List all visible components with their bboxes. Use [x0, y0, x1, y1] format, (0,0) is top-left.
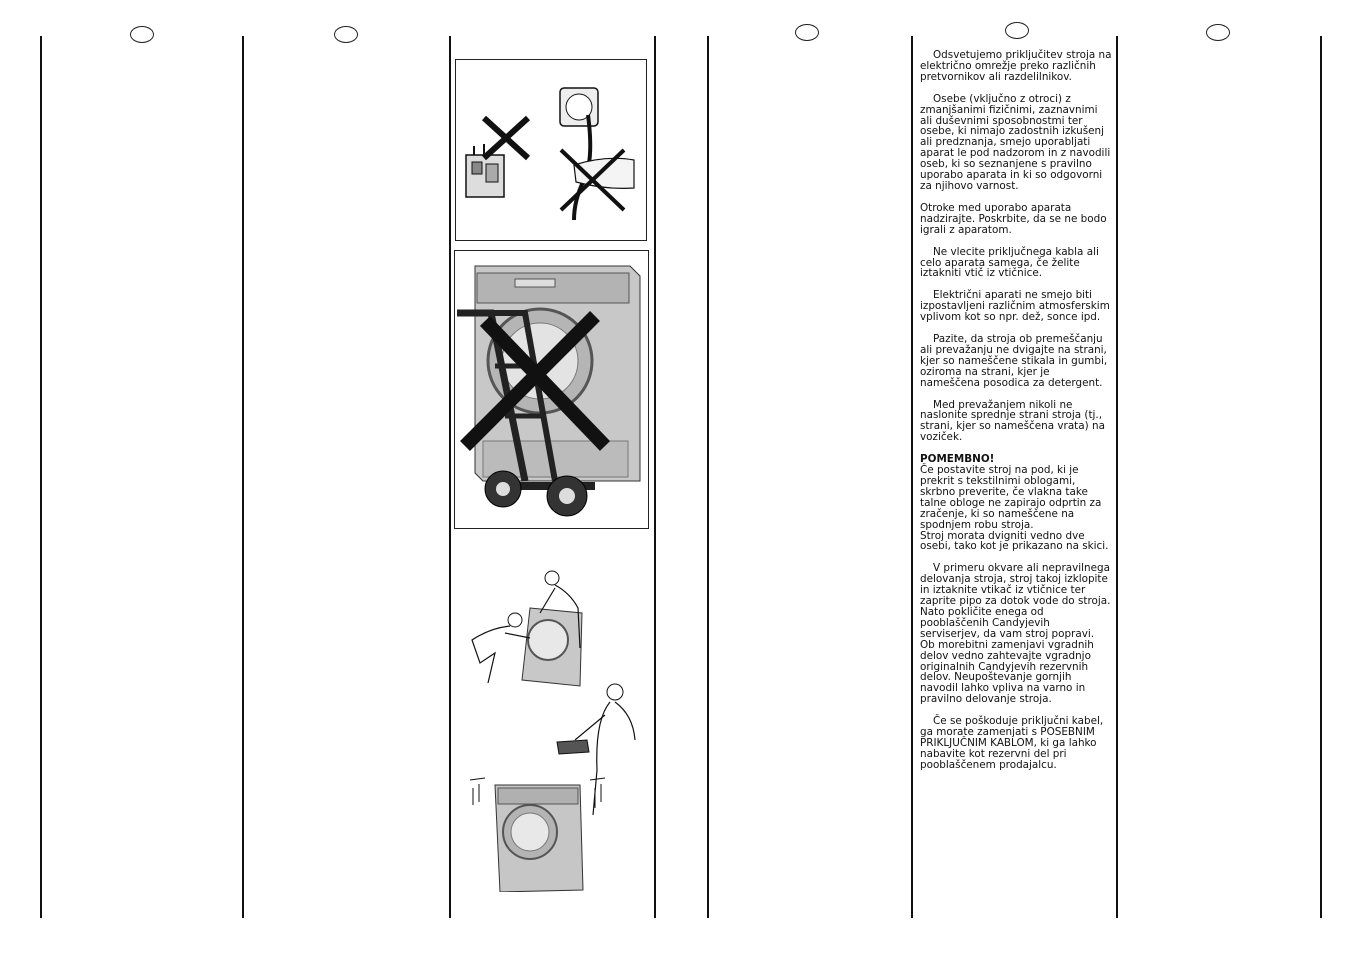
- paragraph: Med prevažanjem nikoli ne naslonite sprednje strani stroja (tj., strani, kjer so nameščena vrata) na voziček.: [920, 398, 1105, 444]
- plug-adapter-illustration: [455, 59, 647, 241]
- column-divider: [707, 36, 709, 918]
- two-person-lift-illustration: [460, 568, 600, 693]
- column-divider: [654, 36, 656, 918]
- column-divider: [242, 36, 244, 918]
- service-call-illustration: [465, 680, 645, 892]
- safety-text-column: [920, 50, 1112, 782]
- column-divider: [1320, 36, 1322, 918]
- paragraph: Ne vlecite priključnega kabla ali celo aparata samega, če želite iztakniti vtič iz vtičnice.: [920, 245, 1099, 280]
- paragraph: V primeru okvare ali nepravilnega delovanja stroja, stroj takoj izklopite in iztaknite vtikač iz vtičnice ter zaprite pipo za dotok vode do stroja. Nato pokličite enega od pooblaščenih Candyjevih serviserjev, da vam stroj popravi. Ob morebitni zamenjavi vgradnih delov vedno zahtevajte vgradnjo originalnih Candyjevih rezervnih delov. Neupoštevanje gornjih navodil lahko vpliva na varno in pravilno delovanje stroja.: [920, 562, 1111, 706]
- column-divider: [1116, 36, 1118, 918]
- important-heading: POMEMBNO!: [920, 453, 995, 466]
- column-divider: [40, 36, 42, 918]
- language-marker: [334, 26, 358, 43]
- paragraph: Osebe (vključno z otroci) z zmanjšanimi fizičnimi, zaznavnimi ali duševnimi sposobnostmi ter osebe, ki nimajo zadostnih izkušenj ali predznanja, smejo uporabljati aparat le pod nadzorom in z navodili oseb, ki so seznanjene s pravilno uporabo aparata in ki so odgovorni za njihovo varnost.: [920, 92, 1111, 192]
- paragraph: Pazite, da stroja ob premeščanju ali prevažanju ne dvigajte na strani, kjer so nameščene stikala in gumbi, oziroma na strani, kjer je nameščena posodica za detergent.: [920, 333, 1108, 389]
- paragraph: Električni aparati ne smejo biti izpostavljeni različnim atmosferskim vplivom kot so npr. dež, sonce ipd.: [920, 289, 1110, 324]
- column-divider: [911, 36, 913, 918]
- language-marker: [1206, 24, 1230, 41]
- language-marker: [1005, 22, 1029, 39]
- language-marker: [130, 26, 154, 43]
- paragraph: Odsvetujemo priključitev stroja na električno omrežje preko različnih pretvornikov ali razdelilnikov.: [920, 49, 1112, 83]
- paragraph: Otroke med uporabo aparata nadzirajte. Poskrbite, da se ne bodo igrali z aparatom.: [920, 201, 1107, 236]
- language-marker: [795, 24, 819, 41]
- paragraph: Če se poškoduje priključni kabel, ga morate zamenjati s POSEBNIM PRIKLJUČNIM KABLOM, ki ga lahko nabavite kot rezervni del pri pooblaščenem prodajalcu.: [920, 715, 1104, 771]
- trolley-illustration: [454, 250, 649, 529]
- column-divider: [449, 36, 451, 918]
- paragraph: POMEMBNO! Če postavite stroj na pod, ki je prekrit s tekstilnimi oblogami, skrbno preverite, če vlakna take talne obloge ne zapirajo odprtin za zračenje, ki so nameščene na spodnjem robu stroja. Stroj morata dvigniti vedno dve osebi, tako kot je prikazano na skici.: [920, 453, 1109, 553]
